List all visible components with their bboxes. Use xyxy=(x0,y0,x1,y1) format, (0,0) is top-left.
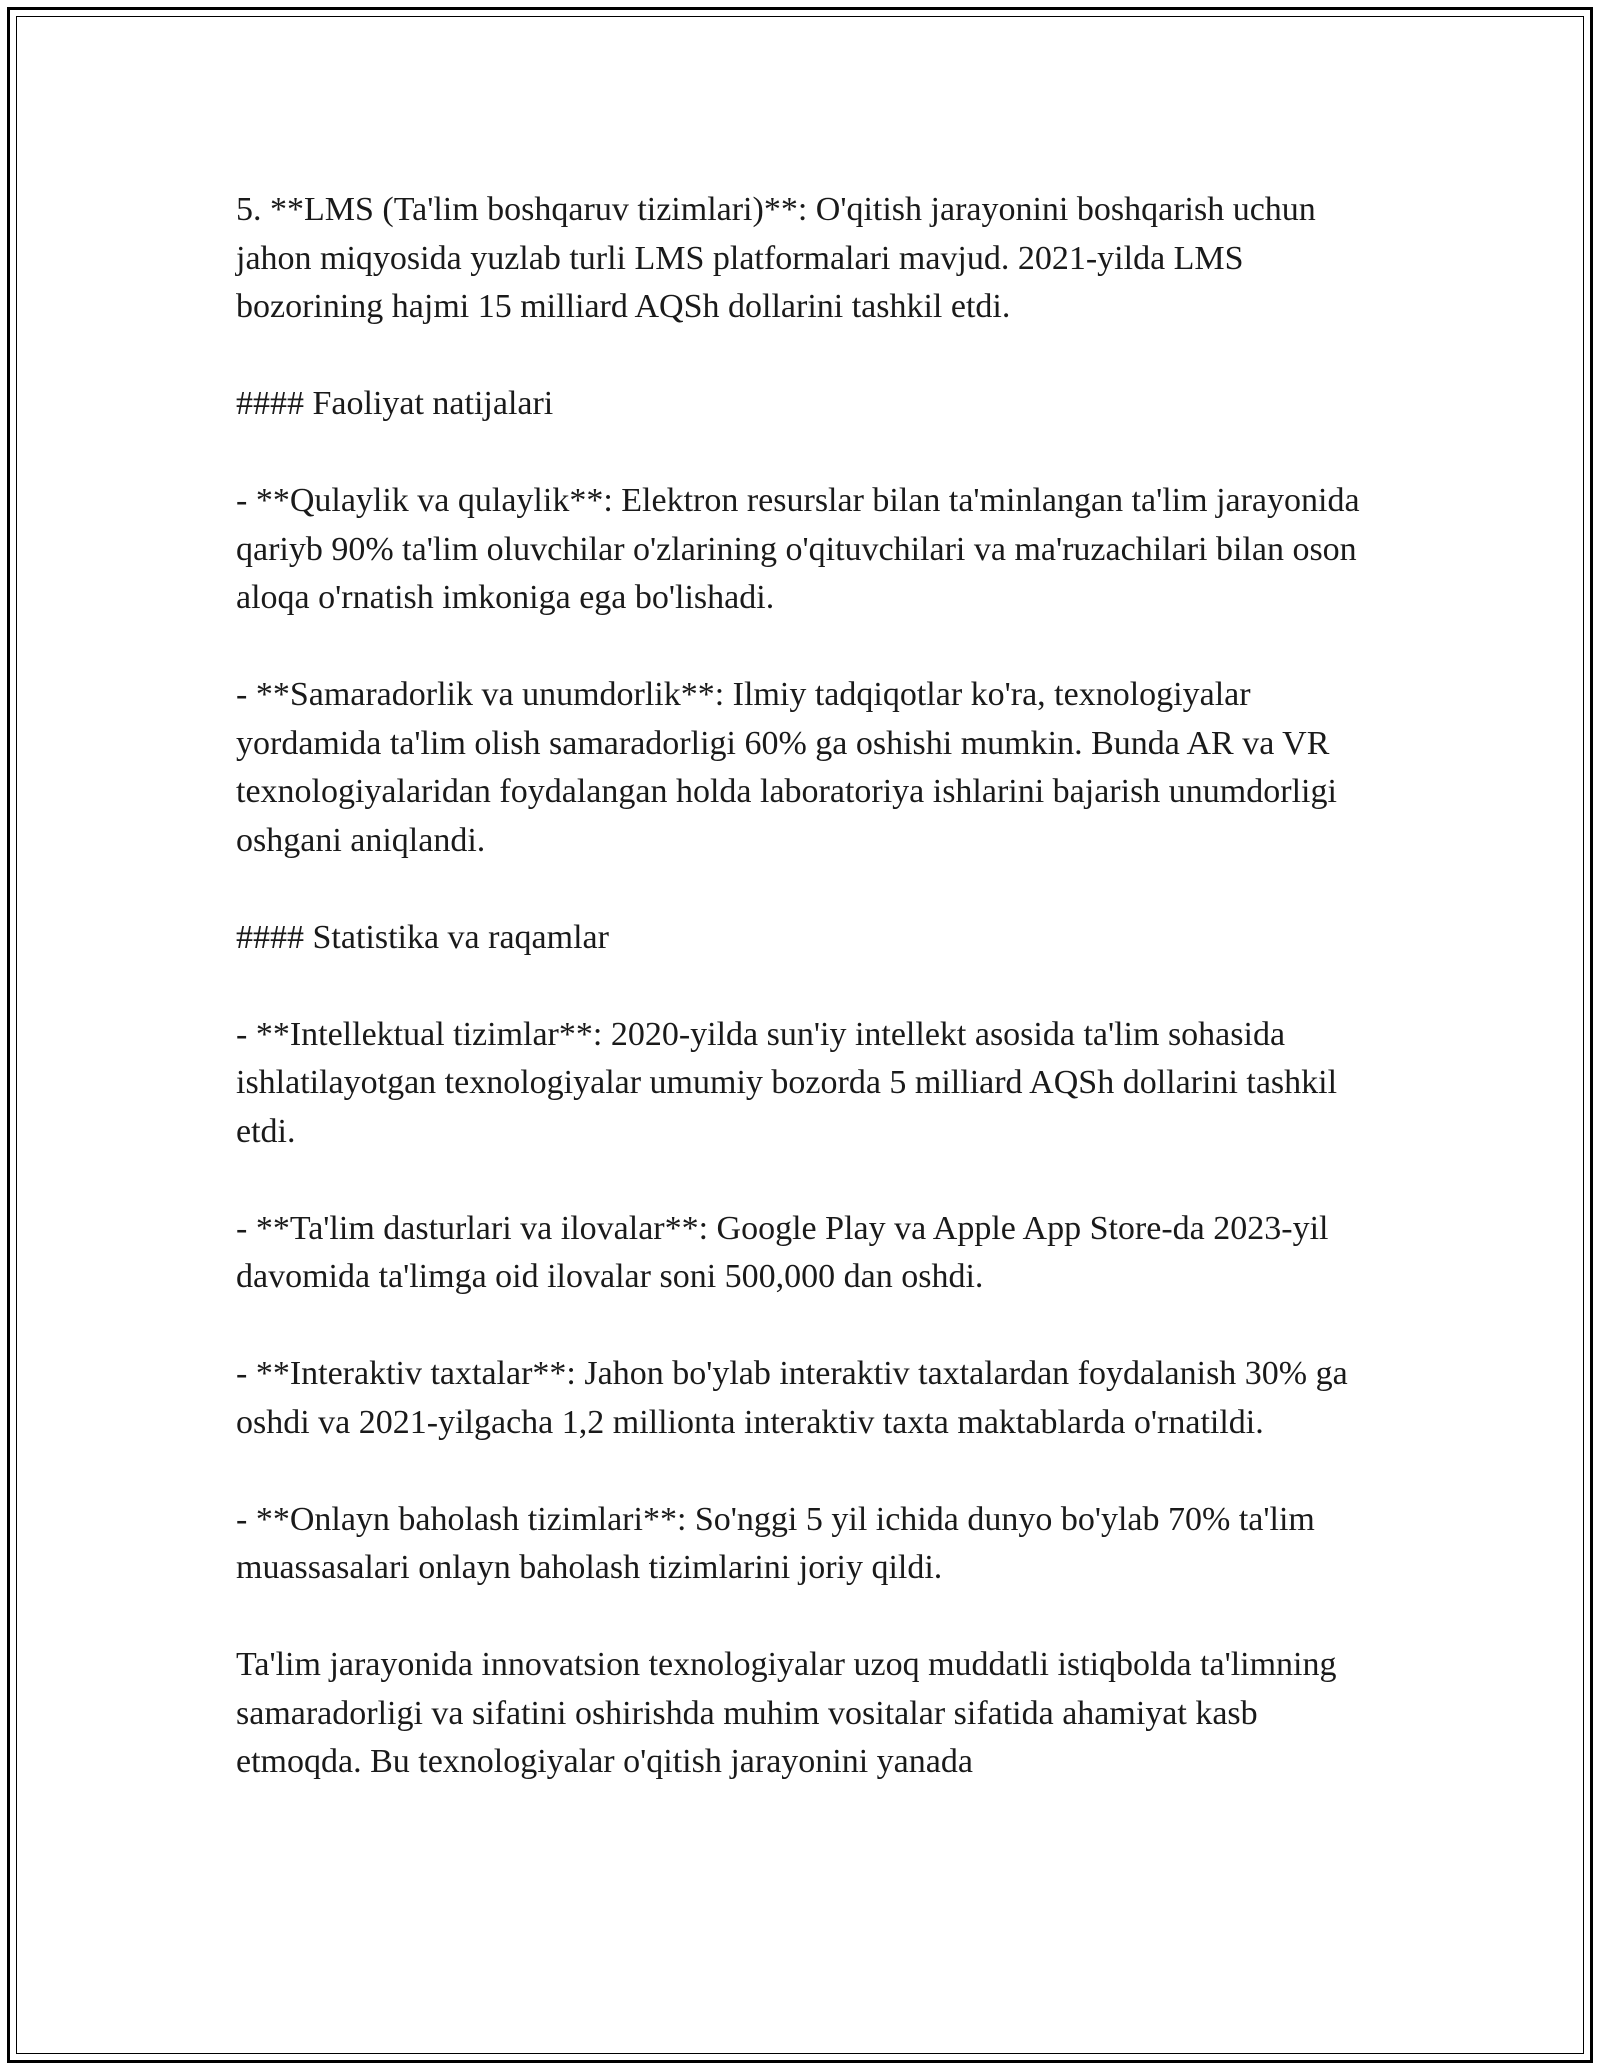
bullet-samaradorlik: - **Samaradorlik va unumdorlik**: Ilmiy tadqiqotlar ko'ra, texnologiyalar yordamida ta'lim olish samaradorligi 60% ga oshishi mumkin. Bunda AR va VR texnologiyalaridan foydalangan holda laboratoriya ishlarini bajarish unumdorligi oshgani aniqlandi. xyxy=(236,676,1337,859)
bullet-qulaylik: - **Qulaylik va qulaylik**: Elektron resurslar bilan ta'minlangan ta'lim jarayonida qariyb 90% ta'lim oluvchilar o'zlarining o'qituvchilari va ma'ruzachilari bilan oson aloqa o'rnatish imkoniga ega bo'lishadi. xyxy=(236,482,1360,616)
bullet-onlayn-baholash: - **Onlayn baholash tizimlari**: So'nggi 5 yil ichida dunyo bo'ylab 70% ta'lim muassasalari onlayn baholash tizimlarini joriy qildi. xyxy=(236,1500,1315,1586)
document-body xyxy=(236,186,1386,1787)
bullet-intellektual-tizimlar: - **Intellektual tizimlar**: 2020-yilda sun'iy intellekt asosida ta'lim sohasida ishlatilayotgan texnologiyalar umumiy bozorda 5 milliard AQSh dollarini tashkil etdi. xyxy=(236,1015,1338,1150)
bullet-interaktiv-taxtalar: - **Interaktiv taxtalar**: Jahon bo'ylab interaktiv taxtalardan foydalanish 30% ga oshdi va 2021-yilgacha 1,2 millionta interaktiv taxta maktablarda o'rnatildi. xyxy=(236,1355,1348,1441)
heading-statistika-va-raqamlar: #### Statistika va raqamlar xyxy=(236,918,609,956)
bullet-talim-dasturlari: - **Ta'lim dasturlari va ilovalar**: Google Play va Apple App Store-da 2023-yil davomida ta'limga oid ilovalar soni 500,000 dan oshdi. xyxy=(236,1209,1329,1295)
heading-faoliyat-natijalari: #### Faoliyat natijalari xyxy=(236,385,554,422)
paragraph-conclusion: Ta'lim jarayonida innovatsion texnologiyalar uzoq muddatli istiqbolda ta'limning samaradorligi va sifatini oshirishda muhim vositalar sifatida ahamiyat kasb etmoqda. Bu texnologiyalar o'qitish jarayonini yanada xyxy=(236,1646,1337,1780)
paragraph-lms: 5. **LMS (Ta'lim boshqaruv tizimlari)**: O'qitish jarayonini boshqarish uchun jahon miqyosida yuzlab turli LMS platformalari mavjud. 2021-yilda LMS bozorining hajmi 15 milliard AQSh dollarini tashkil etdi. xyxy=(236,191,1316,325)
